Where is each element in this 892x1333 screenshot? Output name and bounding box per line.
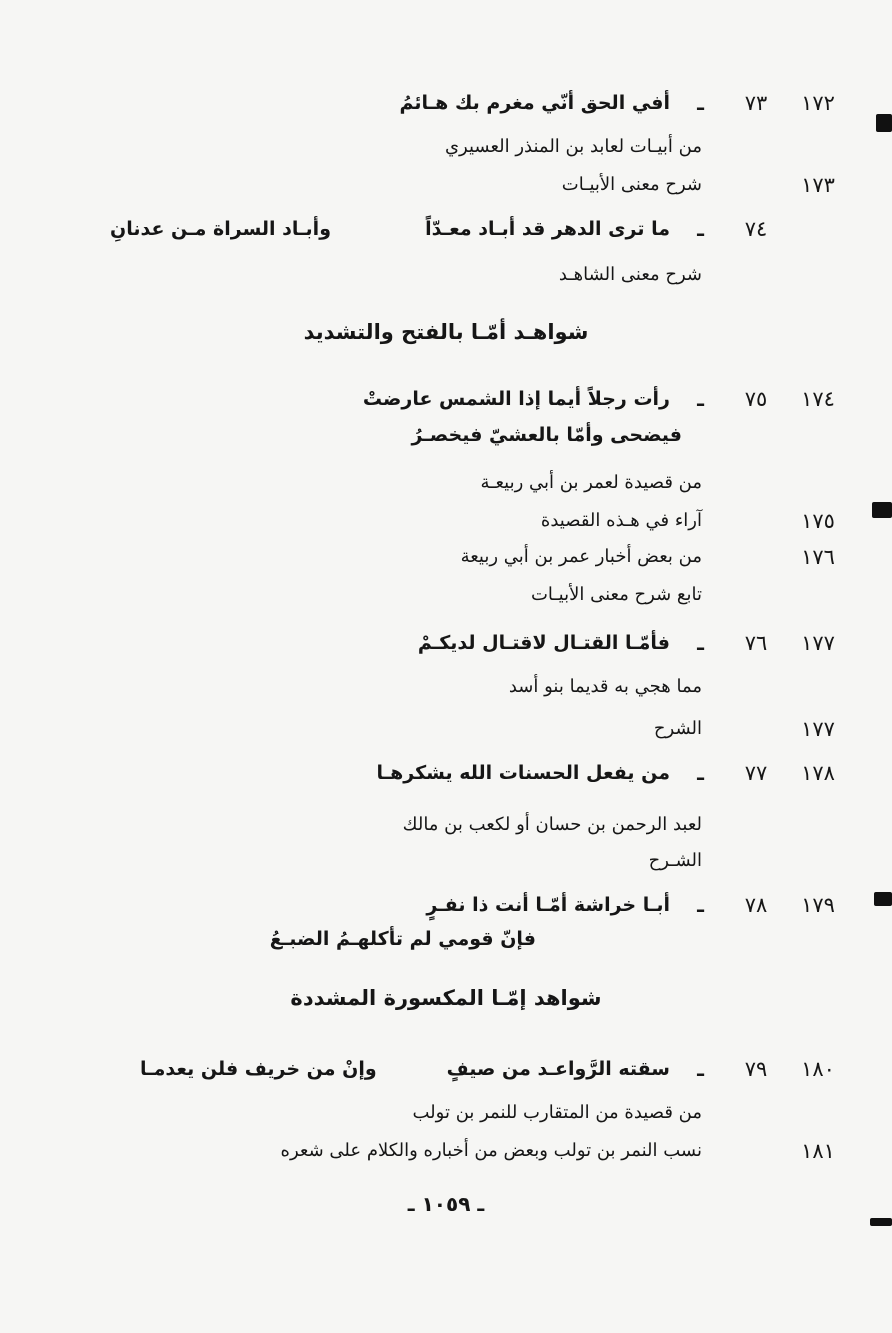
- shahid-number: ٧٥: [744, 387, 768, 411]
- section-heading: شواهد إمّـا المكسورة المشددة: [290, 986, 602, 1010]
- dash: ـ: [697, 761, 704, 785]
- description: الشـرح: [648, 850, 702, 871]
- shahid-number: ٧٩: [744, 1057, 768, 1081]
- dash: ـ: [697, 1057, 704, 1081]
- page-number: ١٧٧: [801, 717, 835, 741]
- verse: فأمّـا القتـال لاقتـال لديكـمْ: [417, 632, 670, 654]
- page-number: ١٧٣: [801, 173, 835, 197]
- description: شرح معنى الأبيـات: [561, 174, 702, 195]
- description: من قصيدة لعمر بن أبي ربيعـة: [480, 472, 702, 493]
- entry-description: [0, 844, 892, 878]
- verse: أفي الحق أنّي مغرم بك هـائمُ: [399, 92, 670, 114]
- description: شرح معنى الشاهـد: [558, 264, 702, 285]
- dash: ـ: [697, 387, 704, 411]
- section-heading: شواهـد أمّـا بالفتح والتشديد: [303, 320, 589, 344]
- entry-177b: [0, 712, 892, 746]
- description: من بعض أخبار عمر بن أبي ربيعة: [460, 546, 702, 567]
- entry-176: [0, 540, 892, 574]
- description: آراء في هـذه القصيدة: [540, 510, 702, 531]
- entry-179: [0, 888, 892, 922]
- page-number: ١٧٢: [801, 91, 835, 115]
- description: من أبيـات لعابد بن المنذر العسيري: [444, 136, 702, 157]
- page-number: ١٧٨: [801, 761, 835, 785]
- dash: ـ: [697, 893, 704, 917]
- entry-174-second: [0, 418, 892, 452]
- entry-description: [0, 258, 892, 292]
- description: مما هجي به قديما بنو أسد: [508, 676, 702, 697]
- verse-second-hemistich: وأبـاد السراة مـن عدنانِ: [110, 218, 332, 240]
- page-number: ١٧٦: [801, 545, 835, 569]
- verse: من يفعل الحسنات الله يشكرهـا: [376, 762, 670, 784]
- scan-edge-mark: [870, 1218, 892, 1226]
- entry-173: [0, 168, 892, 202]
- scan-edge-mark: [874, 892, 892, 906]
- shahid-number: ٧٦: [744, 631, 768, 655]
- entry-description: [0, 808, 892, 842]
- dash: ـ: [697, 631, 704, 655]
- verse-first-hemistich: ما ترى الدهر قد أبـاد معـدّاً: [425, 218, 670, 240]
- verse-second-hemistich: وإنْ من خريف فلن يعدمـا: [140, 1058, 377, 1080]
- description: الشرح: [653, 718, 702, 739]
- entry-175: [0, 504, 892, 538]
- entry-description: [0, 1096, 892, 1130]
- dash: ـ: [697, 91, 704, 115]
- verse-first-hemistich: سقته الرَّواعـد من صيفٍ: [446, 1058, 670, 1080]
- verse: رأت رجلاً أيما إذا الشمس عارضتْ: [362, 388, 670, 410]
- entry-179-second: [0, 922, 892, 956]
- shahid-number: ٧٧: [744, 761, 768, 785]
- entry-description: [0, 466, 892, 500]
- entry-181: [0, 1134, 892, 1168]
- verse: أبـا خراشة أمّـا أنت ذا نفـرٍ: [426, 894, 670, 916]
- description: نسب النمر بن تولب وبعض من أخباره والكلام على شعره: [280, 1140, 702, 1161]
- entry-174: [0, 382, 892, 416]
- entry-177: [0, 626, 892, 660]
- entry-172: [0, 86, 892, 120]
- description: تابع شرح معنى الأبيـات: [530, 584, 702, 605]
- description: لعبد الرحمن بن حسان أو لكعب بن مالك: [402, 814, 702, 835]
- description: من قصيدة من المتقارب للنمر بن تولب: [412, 1102, 702, 1123]
- entry-description: [0, 670, 892, 704]
- page-number: ١٨٠: [801, 1057, 835, 1081]
- entry-180: [0, 1052, 892, 1086]
- page-number: ١٧٩: [801, 893, 835, 917]
- shahid-number: ٧٨: [744, 893, 768, 917]
- page-number: ١٨١: [801, 1139, 835, 1163]
- page-number: ١٧٥: [801, 509, 835, 533]
- shahid-number: ٧٤: [744, 217, 768, 241]
- page-number: ١٧٤: [801, 387, 835, 411]
- entry-description: [0, 578, 892, 612]
- verse-second-hemistich: فإنّ قومي لم تأكلهـمُ الضبـعُ: [269, 928, 536, 950]
- scan-edge-mark: [872, 502, 892, 518]
- page-number: ١٧٧: [801, 631, 835, 655]
- entry-description: [0, 130, 892, 164]
- page-folio-number: ـ ١٠٥٩ ـ: [407, 1192, 485, 1216]
- entry-178: [0, 756, 892, 790]
- entry-74: [0, 212, 892, 246]
- verse-second-hemistich: فيضحى وأمّا بالعشيّ فيخصـرُ: [411, 424, 682, 446]
- dash: ـ: [697, 217, 704, 241]
- shahid-number: ٧٣: [744, 91, 768, 115]
- scan-edge-mark: [876, 114, 892, 132]
